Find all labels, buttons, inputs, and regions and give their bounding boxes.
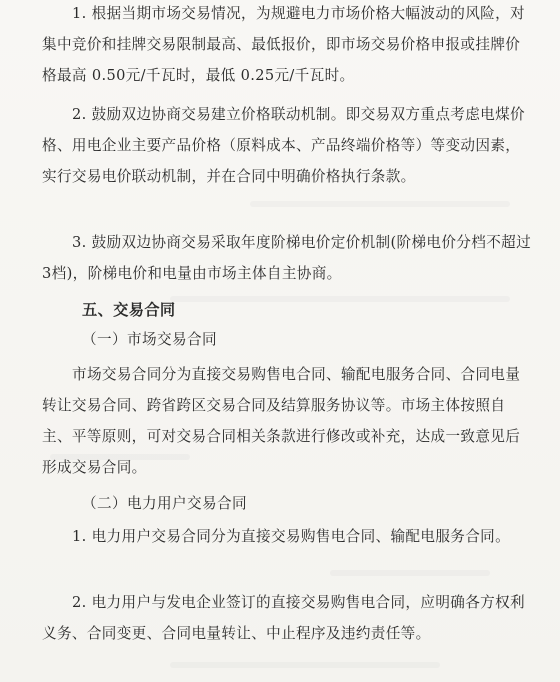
paragraph-text: 2. 电力用户与发电企业签订的直接交易购售电合同，应明确各方权利义务、合同变更、合同电量转让、中止程序及违约责任等。 [42, 594, 525, 642]
paragraph-text: 1. 电力用户交易合同分为直接交易购售电合同、输配电服务合同。 [72, 528, 511, 545]
bleed-through-mark [250, 201, 510, 207]
paragraph-tiered-pricing [42, 227, 532, 289]
bleed-through-mark [170, 662, 440, 668]
bleed-through-mark [330, 570, 490, 576]
paragraph-price-limit [42, 0, 532, 91]
paragraph-user-contract-types [42, 521, 532, 552]
paragraph-direct-contract-terms [42, 587, 532, 649]
paragraph-text: 1. 根据当期市场交易情况，为规避电力市场价格大幅波动的风险，对集中竞价和挂牌交易限制最高、最低报价，即市场交易价格申报或挂牌价格最高 0.50元/千瓦时，最低 0.25元/千瓦时。 [42, 5, 525, 84]
section-heading-trade-contracts: 五、交易合同 [82, 301, 176, 319]
subsection-heading-market-contracts: （一）市场交易合同 [82, 331, 217, 348]
paragraph-text: 市场交易合同分为直接交易购售电合同、输配电服务合同、合同电量转让交易合同、跨省跨区交易合同及结算服务协议等。市场主体按照自主、平等原则，可对交易合同相关条款进行修改或补充，达成一致意见后形成交易合同。 [42, 366, 521, 476]
bleed-through-mark [170, 296, 510, 302]
paragraph-price-linkage [42, 99, 532, 192]
paragraph-market-contracts [42, 359, 532, 483]
subsection-heading-user-contracts: （二）电力用户交易合同 [82, 495, 247, 512]
paragraph-text: 3. 鼓励双边协商交易采取年度阶梯电价定价机制(阶梯电价分档不超过 3档)，阶梯电价和电量由市场主体自主协商。 [42, 234, 532, 282]
paragraph-text: 2. 鼓励双边协商交易建立价格联动机制。即交易双方重点考虑电煤价格、用电企业主要产品价格（原料成本、产品终端价格等）等变动因素，实行交易电价联动机制，并在合同中明确价格执行条款。 [42, 106, 525, 185]
